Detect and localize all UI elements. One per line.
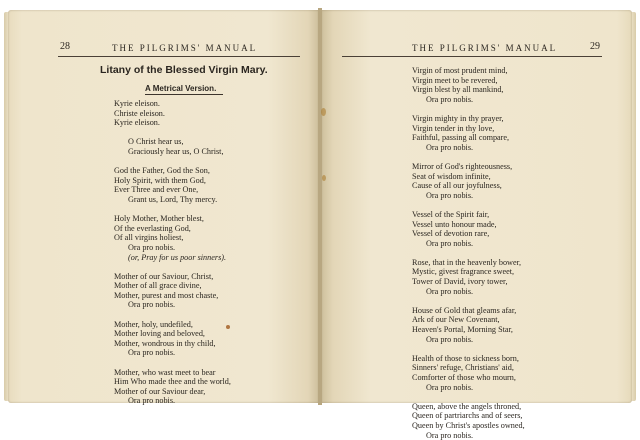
- verse-line: Vessel unto honour made,: [412, 219, 497, 229]
- right-page-number: 29: [590, 41, 600, 52]
- verse-line: Virgin tender in thy love,: [412, 123, 495, 133]
- verse-line: God the Father, God the Son,: [114, 166, 210, 176]
- stanza-gap: [412, 152, 525, 162]
- verse-line: Seat of wisdom infinite,: [412, 171, 491, 181]
- verse-line: Virgin blest by all mankind,: [412, 85, 504, 95]
- stanza-gap: [114, 128, 231, 138]
- verse-line: Ora pro nobis.: [426, 334, 474, 344]
- verse-stanza: [114, 137, 231, 156]
- verse-line: Of all virgins holiest,: [114, 233, 184, 243]
- verse-line: Mirror of God's righteousness,: [412, 161, 513, 171]
- verse-line: Kyrie eleison.: [114, 99, 160, 108]
- left-header-rule: [58, 56, 300, 57]
- verse-line: Ora pro nobis.: [128, 300, 176, 310]
- verse-line: Mystic, givest fragrance sweet,: [412, 267, 515, 277]
- verse-line: Mother loving and beloved,: [114, 329, 205, 339]
- verse-line: Ora pro nobis.: [128, 396, 176, 406]
- stanza-gap: [412, 392, 525, 402]
- right-running-head: THE PILGRIMS' MANUAL: [412, 43, 558, 53]
- verse-stanza: [114, 272, 231, 310]
- verse-line: Virgin mighty in thy prayer,: [412, 113, 504, 123]
- verse-line: Of the everlasting God,: [114, 223, 191, 233]
- verse-line: Queen, above the angels throned,: [412, 401, 522, 411]
- verse-line: Holy Mother, Mother blest,: [114, 214, 204, 224]
- verse-line: Ora pro nobis.: [426, 286, 474, 296]
- verse-line: Mother, who wast meet to bear: [114, 367, 216, 377]
- stanza-gap: [412, 200, 525, 210]
- verse-line: Christe eleison.: [114, 108, 165, 118]
- stanza-gap: [114, 262, 231, 272]
- verse-line: Mother of our Saviour dear,: [114, 386, 206, 396]
- left-page-number: 28: [60, 41, 70, 52]
- foxing-stain: [322, 175, 326, 181]
- subtitle-underline: [145, 94, 223, 95]
- verse-line: Virgin of most prudent mind,: [412, 66, 508, 75]
- verse-line: Ora pro nobis.: [426, 94, 474, 104]
- verse-line: Mother, wondrous in thy child,: [114, 338, 216, 348]
- verse-stanza: [412, 402, 525, 440]
- right-verse-column: [412, 66, 525, 440]
- verse-line: House of Gold that gleams afar,: [412, 305, 517, 315]
- verse-line: Rose, that in the heavenly bower,: [412, 257, 522, 267]
- stanza-gap: [114, 157, 231, 167]
- verse-line: Ora pro nobis.: [128, 348, 176, 358]
- verse-line: Ever Three and ever One,: [114, 185, 199, 195]
- verse-stanza: [114, 99, 231, 128]
- stanza-gap: [412, 344, 525, 354]
- verse-line: Him Who made thee and the world,: [114, 377, 231, 387]
- stanza-gap: [412, 104, 525, 114]
- verse-line: Tower of David, ivory tower,: [412, 277, 508, 287]
- page-subtitle: A Metrical Version.: [145, 84, 217, 93]
- verse-line: Mother of our Saviour, Christ,: [114, 271, 214, 281]
- verse-stanza: [412, 354, 525, 392]
- left-running-head: THE PILGRIMS' MANUAL: [112, 43, 258, 53]
- right-header-rule: [342, 56, 602, 57]
- verse-line: O Christ hear us,: [128, 137, 184, 147]
- verse-line: Mother, holy, undefiled,: [114, 319, 193, 329]
- verse-line: Mother of all grace divine,: [114, 281, 202, 291]
- verse-stanza: [412, 114, 525, 152]
- stanza-gap: [412, 296, 525, 306]
- verse-stanza: [412, 162, 525, 200]
- verse-line: Cause of all our joyfulness,: [412, 181, 502, 191]
- verse-stanza: [114, 320, 231, 358]
- stanza-gap: [114, 310, 231, 320]
- verse-line: Ora pro nobis.: [128, 242, 176, 252]
- verse-line: Ora pro nobis.: [426, 382, 474, 392]
- verse-line: (or, Pray for us poor sinners).: [128, 252, 227, 262]
- verse-stanza: [114, 214, 231, 262]
- verse-line: Queen by Christ's apostles owned,: [412, 420, 525, 430]
- page-title: Litany of the Blessed Virgin Mary.: [100, 64, 268, 76]
- verse-line: Ora pro nobis.: [426, 238, 474, 248]
- verse-line: Heaven's Portal, Morning Star,: [412, 325, 513, 335]
- verse-line: Vessel of devotion rare,: [412, 229, 490, 239]
- book-gutter: [318, 8, 322, 405]
- verse-stanza: [412, 66, 525, 104]
- stanza-gap: [114, 358, 231, 368]
- verse-line: Health of those to sickness born,: [412, 353, 519, 363]
- verse-line: Holy Spirit, with them God,: [114, 175, 206, 185]
- stanza-gap: [114, 205, 231, 215]
- verse-line: Vessel of the Spirit fair,: [412, 209, 490, 219]
- verse-stanza: [412, 258, 525, 296]
- verse-line: Ora pro nobis.: [426, 190, 474, 200]
- verse-line: Ora pro nobis.: [426, 142, 474, 152]
- verse-line: Faithful, passing all compare,: [412, 133, 510, 143]
- foxing-stain: [226, 325, 230, 329]
- verse-line: Mother, purest and most chaste,: [114, 290, 219, 300]
- foxing-stain: [321, 108, 326, 116]
- left-verse-column: [114, 99, 231, 406]
- stanza-gap: [412, 248, 525, 258]
- verse-line: Ora pro nobis.: [426, 430, 474, 440]
- verse-line: Grant us, Lord, Thy mercy.: [128, 194, 218, 204]
- verse-line: Ark of our New Covenant,: [412, 315, 500, 325]
- verse-line: Queen of partriarchs and of seers,: [412, 411, 523, 421]
- verse-stanza: [412, 306, 525, 344]
- verse-line: Sinners' refuge, Christians' aid,: [412, 363, 514, 373]
- verse-line: Virgin meet to be revered,: [412, 75, 498, 85]
- verse-line: Graciously hear us, O Christ,: [128, 146, 224, 156]
- verse-line: Comforter of those who mourn,: [412, 373, 516, 382]
- verse-stanza: [114, 166, 231, 204]
- verse-stanza: [412, 210, 525, 248]
- verse-stanza: [114, 368, 231, 406]
- verse-line: Kyrie eleison.: [114, 118, 160, 128]
